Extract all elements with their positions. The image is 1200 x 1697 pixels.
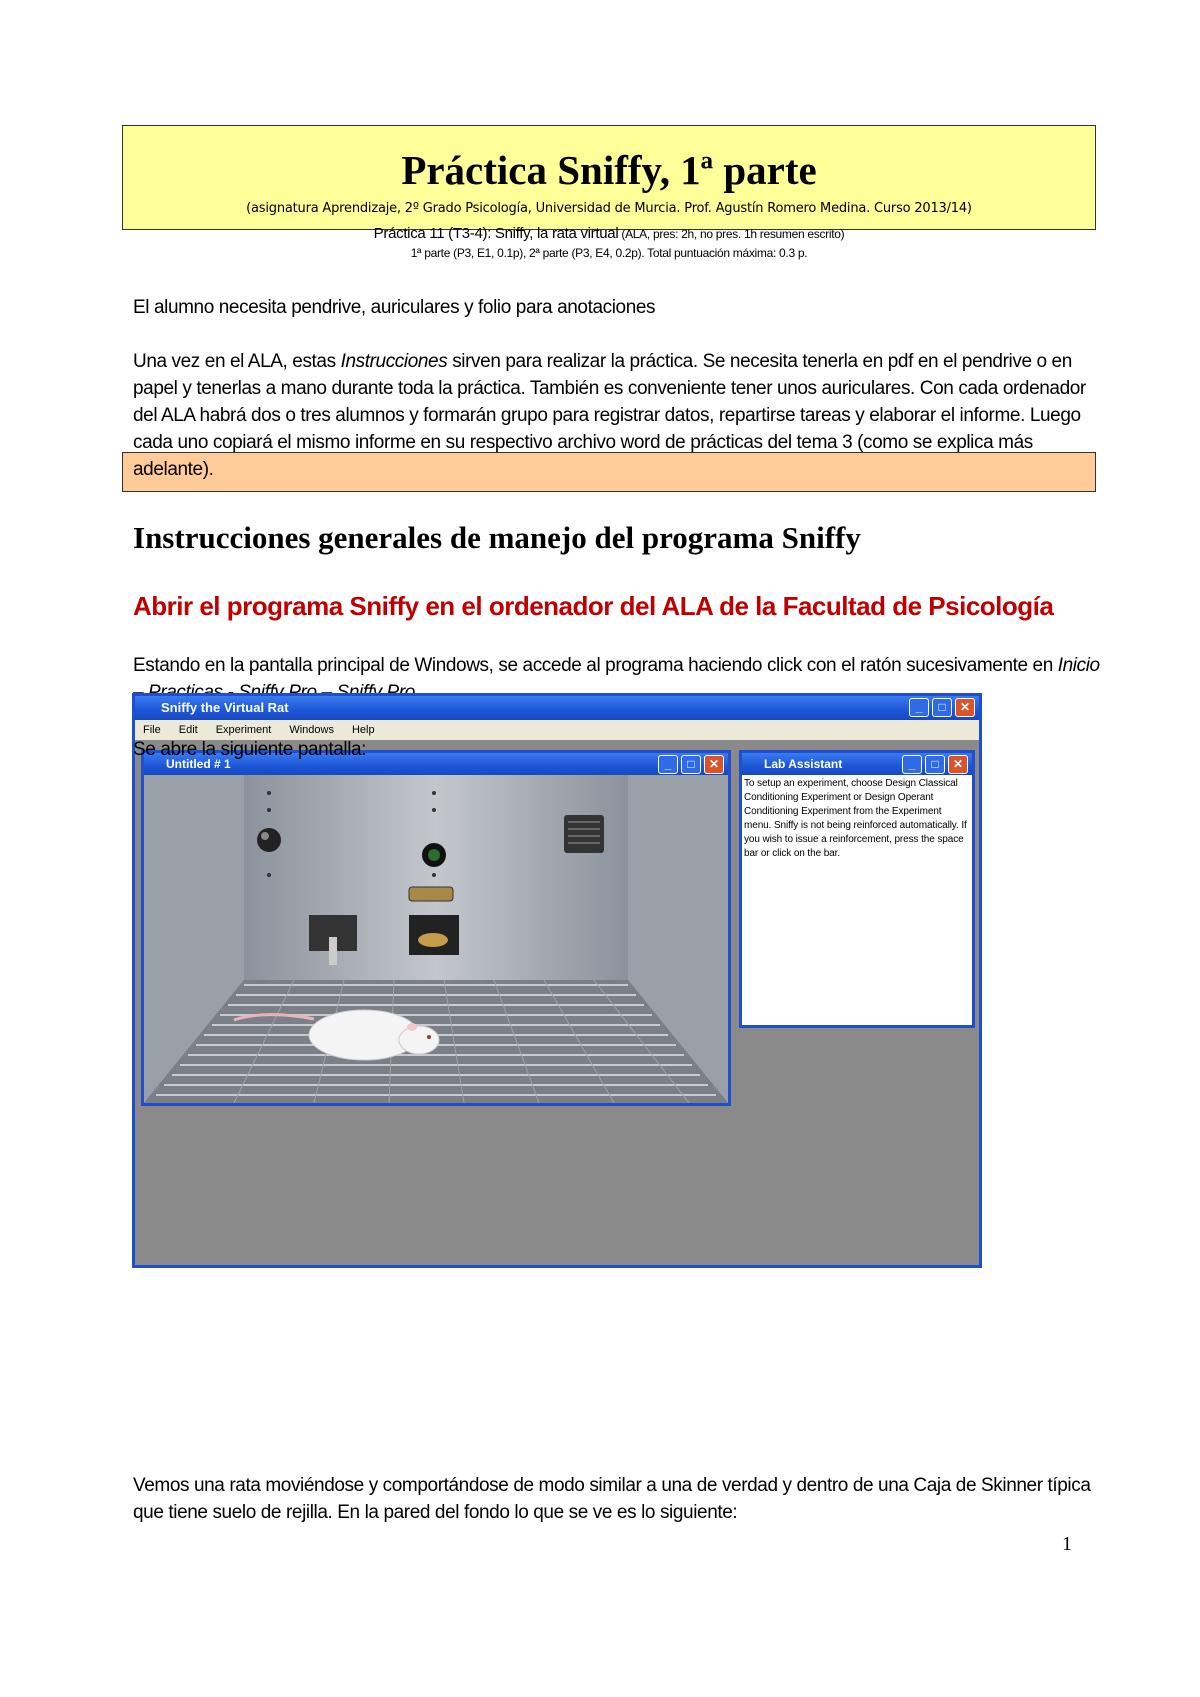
maximize-icon[interactable]: □ (681, 755, 701, 774)
page-number: 1 (1062, 1533, 1072, 1555)
close-icon[interactable]: ✕ (704, 755, 724, 774)
windows-pre: Estando en la pantalla principal de Windows, se accede al programa haciendo click con el ratón sucesivamente en (133, 655, 1058, 676)
app-title: Sniffy the Virtual Rat (161, 700, 289, 715)
close-icon[interactable]: ✕ (948, 755, 968, 774)
close-icon[interactable]: ✕ (955, 698, 975, 717)
intro-paragraph (133, 348, 1113, 483)
maximize-icon[interactable]: □ (925, 755, 945, 774)
intro-italic: Instrucciones (340, 351, 448, 372)
menu-windows[interactable]: Windows (289, 724, 334, 736)
page-title: Práctica Sniffy, 1ª parte (401, 147, 817, 193)
heading-open-program: Abrir el programa Sniffy en el ordenador del ALA de la Facultad de Psicología (133, 591, 1054, 621)
menu-experiment[interactable]: Experiment (215, 724, 272, 736)
lab-titlebar (742, 753, 972, 775)
practica-line (122, 226, 1096, 241)
untitled-title: Untitled # 1 (166, 757, 231, 771)
app-titlebar (135, 696, 979, 720)
skinner-box-image (144, 775, 728, 1103)
app-window-buttons (909, 698, 975, 717)
lab-assistant-text: To setup an experiment, choose Design Classical Conditioning Experiment or Design Operant Conditioning Experiment from the Experiment menu. Sniffy is not being reinforced automatically. If you wish to issue a reinforcement, press the space bar or click on the bar. (744, 778, 967, 859)
needs-paragraph: El alumno necesita pendrive, auriculares y folio para anotaciones (133, 297, 656, 318)
minimize-icon[interactable]: _ (909, 698, 929, 717)
windows-path: Inicio (1057, 655, 1100, 676)
menu-file[interactable]: File (143, 724, 161, 736)
untitled-window (141, 750, 731, 1106)
minimize-icon[interactable]: _ (902, 755, 922, 774)
menu-help[interactable]: Help (351, 724, 375, 736)
maximize-icon[interactable]: □ (932, 698, 952, 717)
minimize-icon[interactable]: _ (658, 755, 678, 774)
practica-line-small: (ALA, pres: 2h, no pres. 1h resumen escrito) (618, 227, 845, 241)
rat-paragraph: Vemos una rata moviéndose y comportándose de modo similar a una de verdad y dentro de una Caja de Skinner típica que tiene suelo de rejilla. En la pared del fondo lo que se ve es lo siguiente: (133, 1475, 1091, 1523)
lab-assistant-window (739, 750, 975, 1028)
menu-edit[interactable]: Edit (178, 724, 198, 736)
puntos-line: 1ª parte (P3, E1, 0.1p), 2ª parte (P3, E4, 0.2p). Total puntuación máxima: 0.3 p. (410, 246, 808, 260)
course-subtitle: (asignatura Aprendizaje, 2º Grado Psicología, Universidad de Murcia. Prof. Agustín Romero Medina. Curso 2013/14) (246, 201, 972, 216)
intro-pre: Una vez en el ALA, estas (133, 351, 341, 372)
untitled-window-buttons (658, 755, 724, 774)
lab-window-buttons (902, 755, 968, 774)
intro-post: sirven para realizar la práctica. Se necesita tenerla en pdf en el pendrive o en papel y tenerlas a mano durante toda la práctica. También es conveniente tener unos auriculares. Con cada ordenador del ALA habrá dos o tres alumnos y formarán grupo para registrar datos, repartirse tareas y elaborar el informe. Luego cada uno copiará el mismo informe en su respectivo archivo word de prácticas del tema 3 (como se explica más adelante). (133, 351, 1086, 480)
practica-line-main: Práctica 11 (T3-4): Sniffy, la rata virtual (373, 225, 619, 242)
menubar (135, 720, 979, 740)
sniffy-screenshot (132, 693, 982, 1268)
title-box (122, 125, 1096, 230)
heading-general: Instrucciones generales de manejo del programa Sniffy (133, 520, 861, 555)
lab-title: Lab Assistant (764, 757, 843, 771)
opens-paragraph: Se abre la siguiente pantalla: (133, 739, 367, 760)
